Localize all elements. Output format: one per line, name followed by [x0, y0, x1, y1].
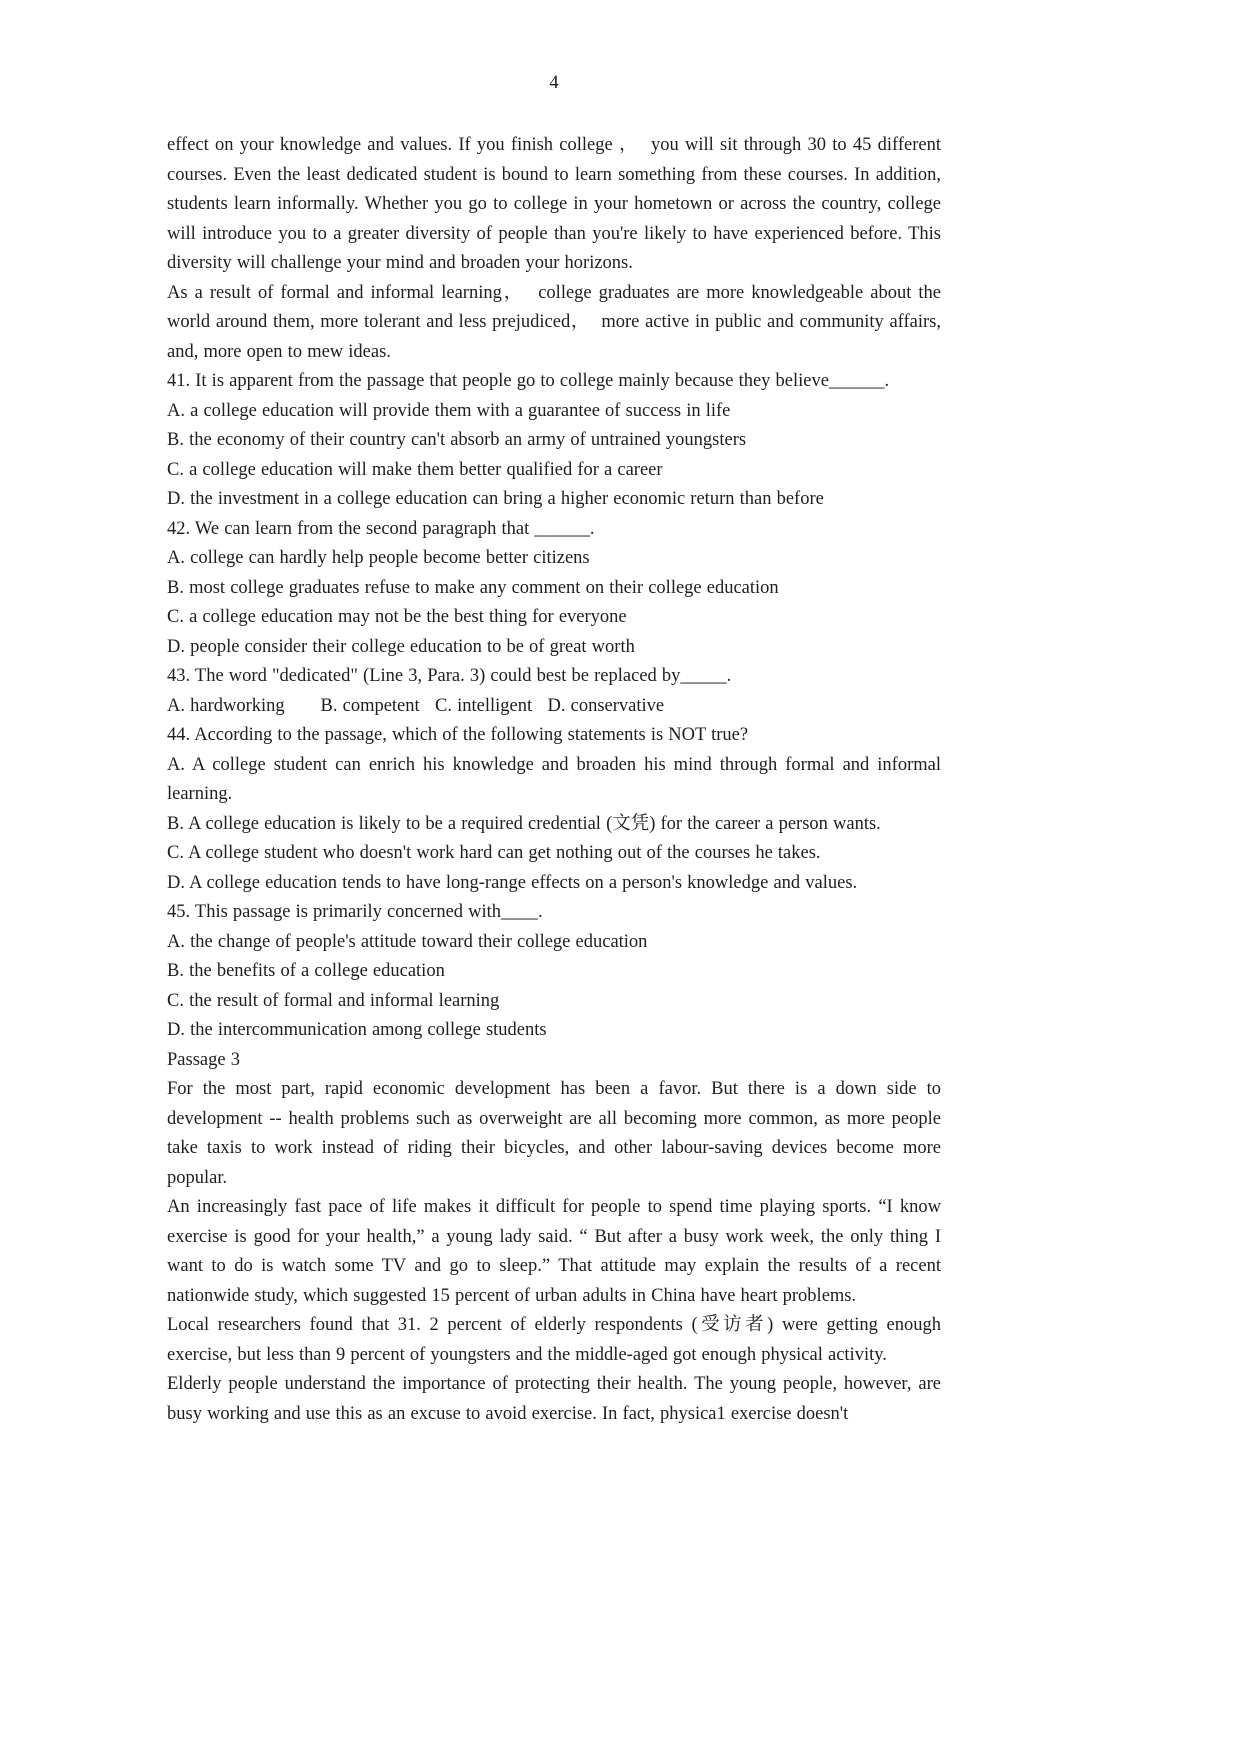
question-44: 44. According to the passage, which of the following statements is NOT true? [167, 725, 749, 745]
passage2-para2: As a result of formal and informal learning， college graduates are more knowledgeable about the world around them, more tolerant and less prejudiced， more active in public and community affairs, and, more open to mew ideas. [167, 282, 947, 362]
passage2-para1: effect on your knowledge and values. If you finish college ， you will sit through 30 to 45 different courses. Even the least dedicated student is bound to learn something from these courses. In addition, students learn informally. Whether you go to college in your hometown or across the country, college will introduce you to a greater diversity of people than you're likely to have experienced before. This diversity will challenge your mind and broaden your horizons. [167, 135, 947, 273]
passage3-para2: An increasingly fast pace of life makes it difficult for people to spend time playing sports. “I know exercise is good for your health,” a young lady said. “ But after a busy work week, the only thing I want to do is watch some TV and go to sleep.” That attitude may explain the results of a recent nationwide study, which suggested 15 percent of urban adults in China have heart problems. [167, 1197, 947, 1306]
question-42-option-c: C. a college education may not be the best thing for everyone [167, 607, 627, 627]
question-44-option-d: D. A college education tends to have long-range effects on a person's knowledge and values. [167, 872, 858, 893]
question-41-option-b: B. the economy of their country can't absorb an army of untrained youngsters [167, 430, 747, 450]
question-45-option-a: A. the change of people's attitude toward their college education [167, 931, 648, 952]
document-content [167, 131, 947, 1429]
question-42: 42. We can learn from the second paragraph that ______. [167, 518, 595, 539]
question-45-option-c: C. the result of formal and informal learning [167, 990, 500, 1011]
page-number: 4 [549, 73, 559, 93]
question-43-options: A. hardworking B. competent C. intelligent D. conservative [167, 695, 665, 716]
passage3-para3: Local researchers found that 31. 2 percent of elderly respondents (受访者) were getting enough exercise, but less than 9 percent of youngsters and the middle-aged got enough physical activity. [167, 1315, 947, 1365]
question-43: 43. The word "dedicated" (Line 3, Para. 3) could best be replaced by_____. [167, 666, 732, 686]
question-41: 41. It is apparent from the passage that people go to college mainly because they believe______. [167, 371, 890, 391]
question-41-option-d: D. the investment in a college education can bring a higher economic return than before [167, 489, 824, 509]
passage3-para1: For the most part, rapid economic development has been a favor. But there is a down side to development -- health problems such as overweight are all becoming more common, as more people take taxis to work instead of riding their bicycles, and other labour-saving devices become more popular. [167, 1079, 947, 1188]
question-44-option-c: C. A college student who doesn't work hard can get nothing out of the courses he takes. [167, 843, 821, 863]
question-42-option-d: D. people consider their college education to be of great worth [167, 636, 635, 657]
question-44-option-b: B. A college education is likely to be a required credential (文凭) for the career a person wants. [167, 813, 881, 834]
question-44-option-a: A. A college student can enrich his knowledge and broaden his mind through formal and informal learning. [167, 754, 947, 804]
question-42-option-a: A. college can hardly help people become better citizens [167, 548, 590, 568]
passage3-para4: Elderly people understand the importance of protecting their health. The young people, however, are busy working and use this as an excuse to avoid exercise. In fact, physica1 exercise doesn't [167, 1374, 947, 1424]
question-45-option-d: D. the intercommunication among college students [167, 1020, 547, 1040]
question-41-option-c: C. a college education will make them better qualified for a career [167, 459, 663, 480]
question-41-option-a: A. a college education will provide them with a guarantee of success in life [167, 400, 731, 421]
question-42-option-b: B. most college graduates refuse to make any comment on their college education [167, 577, 779, 598]
question-45: 45. This passage is primarily concerned with____. [167, 902, 543, 922]
passage3-heading: Passage 3 [167, 1049, 240, 1070]
question-45-option-b: B. the benefits of a college education [167, 961, 445, 981]
